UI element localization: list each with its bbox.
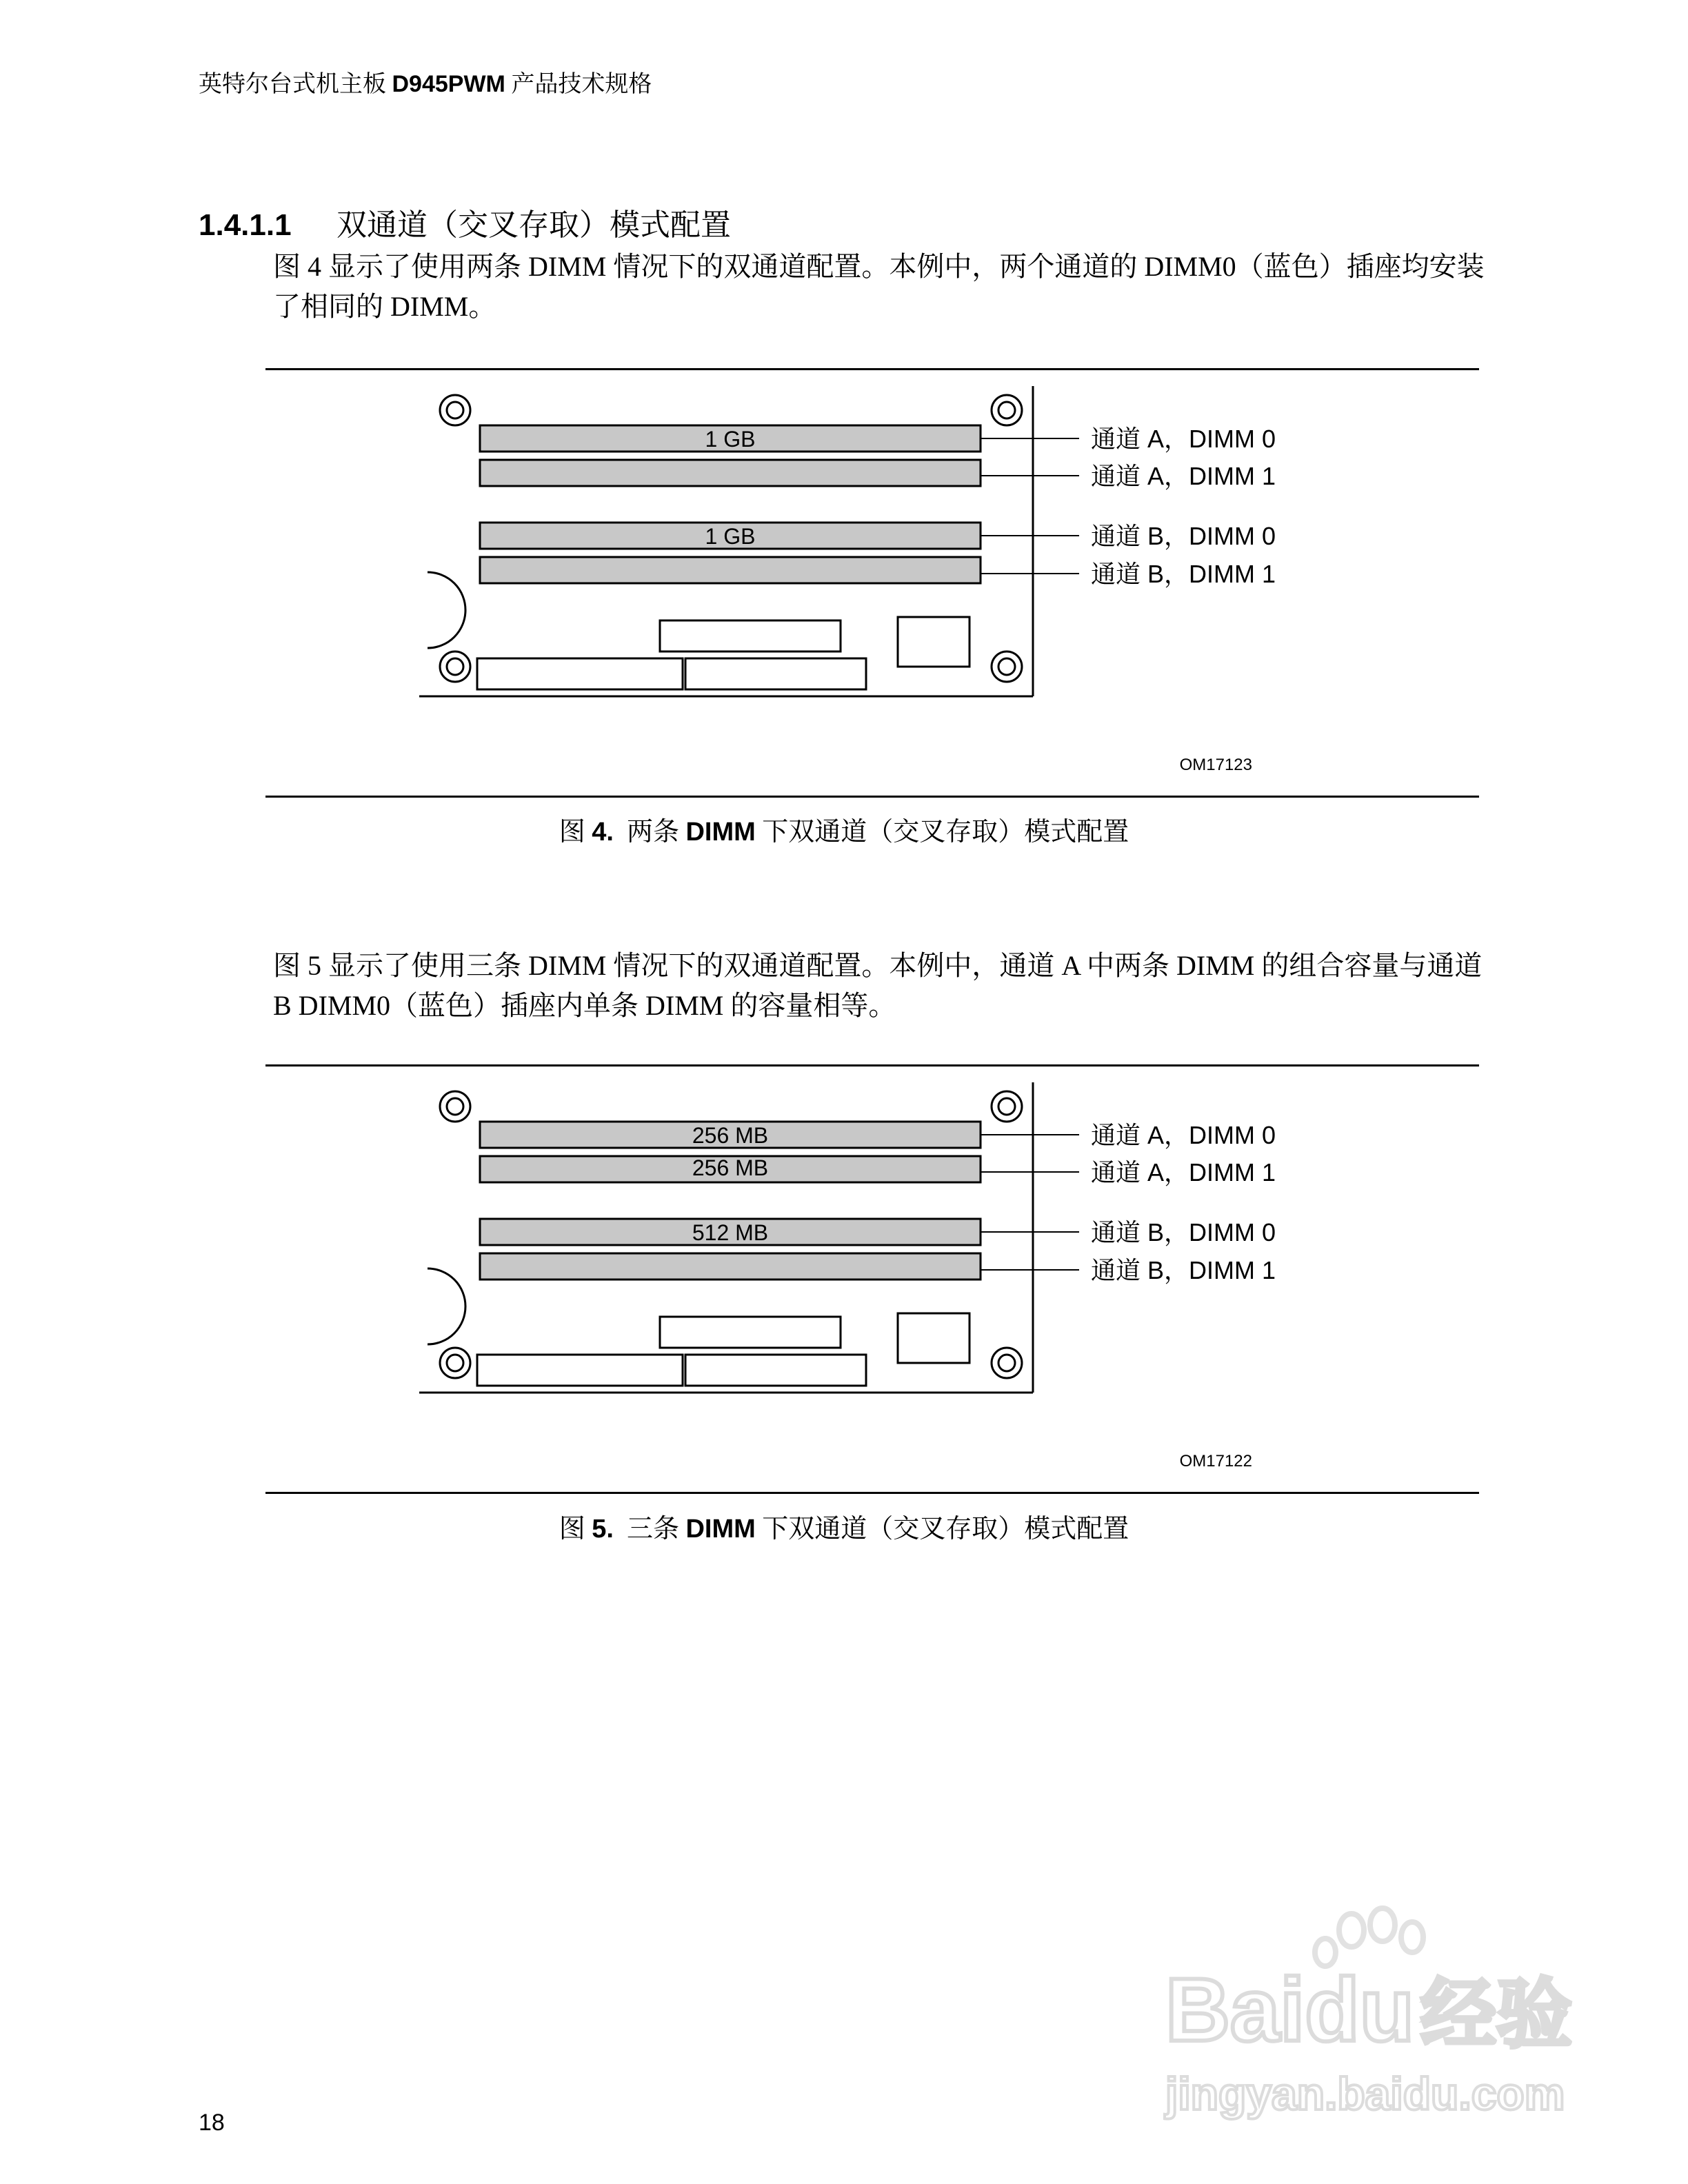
figure-code: OM17123: [1179, 756, 1252, 774]
page-number: 18: [199, 2110, 225, 2136]
chip-rect: [660, 620, 841, 651]
connector-left: [477, 658, 683, 689]
section-title: 双通道（交叉存取）模式配置: [336, 208, 731, 242]
dimm-capacity: 256 MB: [692, 1123, 769, 1148]
page-header: 英特尔台式机主板 D945PWM 产品技术规格: [199, 71, 652, 97]
channel-label: 通道 B，DIMM 0: [1091, 522, 1276, 550]
figure-bottom-rule: [265, 1492, 1479, 1494]
mounting-hole-icon: [440, 1091, 470, 1122]
connector-right: [685, 1355, 866, 1386]
battery-arc: [428, 1268, 465, 1344]
mounting-hole-icon: [992, 651, 1022, 682]
paw-icon: [1315, 1908, 1423, 1966]
dimm-slot: [480, 522, 1276, 550]
dimm-capacity: 1 GB: [705, 427, 756, 452]
dimm-slot: [480, 460, 1276, 490]
baidu-jingyan-watermark: [1145, 1903, 1586, 2130]
dimm-capacity: 512 MB: [692, 1220, 769, 1245]
figure-caption: 图 5. 三条 DIMM 下双通道（交叉存取）模式配置: [559, 1515, 1129, 1544]
dimm-slot: [480, 557, 1276, 588]
dimm-slot: [480, 1121, 1276, 1149]
chip-rect: [660, 1317, 841, 1348]
dimm-capacity: 1 GB: [705, 524, 756, 549]
watermark-brand-cn: 经验: [1420, 1970, 1572, 2059]
channel-label: 通道 B，DIMM 1: [1091, 560, 1276, 588]
paragraph-figure5-intro: 图 5 显示了使用三条 DIMM 情况下的双通道配置。本例中，通道 A 中两条 DIMM 的组合容量与通道 B DIMM0（蓝色）插座内单条 DIMM 的容量相等。: [273, 950, 1483, 1021]
paragraph-figure4-intro: 图 4 显示了使用两条 DIMM 情况下的双通道配置。本例中，两个通道的 DIMM0（蓝色）插座均安装了相同的 DIMM。: [273, 251, 1485, 322]
mounting-hole-icon: [992, 1091, 1022, 1122]
channel-label: 通道 A，DIMM 0: [1091, 1121, 1276, 1149]
figure-code: OM17122: [1179, 1452, 1252, 1470]
chip-square: [898, 1313, 969, 1363]
mounting-hole-icon: [992, 395, 1022, 425]
dimm-diagram-figure5: [400, 1075, 1365, 1482]
channel-label: 通道 B，DIMM 0: [1091, 1218, 1276, 1246]
dimm-slot: [480, 1155, 1276, 1186]
channel-label: 通道 B，DIMM 1: [1091, 1256, 1276, 1284]
connector-left: [477, 1355, 683, 1386]
chip-square: [898, 617, 969, 667]
dimm-slot: [480, 1253, 1276, 1284]
figure-top-rule: [265, 368, 1479, 370]
figure-bottom-rule: [265, 796, 1479, 798]
mounting-hole-icon: [440, 1348, 470, 1378]
dimm-slot: [480, 425, 1276, 453]
dimm-diagram-figure4: [400, 379, 1365, 786]
connector-right: [685, 658, 866, 689]
dimm-capacity: 256 MB: [692, 1155, 769, 1180]
watermark-brand: Baidu: [1165, 1959, 1415, 2060]
watermark-url: jingyan.baidu.com: [1165, 2068, 1565, 2119]
mounting-hole-icon: [440, 395, 470, 425]
battery-arc: [428, 572, 465, 648]
dimm-slot: [480, 1218, 1276, 1246]
channel-label: 通道 A，DIMM 1: [1091, 1158, 1276, 1186]
section-number: 1.4.1.1: [199, 208, 292, 242]
figure-top-rule: [265, 1064, 1479, 1066]
channel-label: 通道 A，DIMM 0: [1091, 425, 1276, 453]
channel-label: 通道 A，DIMM 1: [1091, 462, 1276, 490]
mounting-hole-icon: [440, 651, 470, 682]
section-heading: [199, 200, 731, 244]
mounting-hole-icon: [992, 1348, 1022, 1378]
figure-caption: 图 4. 两条 DIMM 下双通道（交叉存取）模式配置: [559, 818, 1129, 847]
